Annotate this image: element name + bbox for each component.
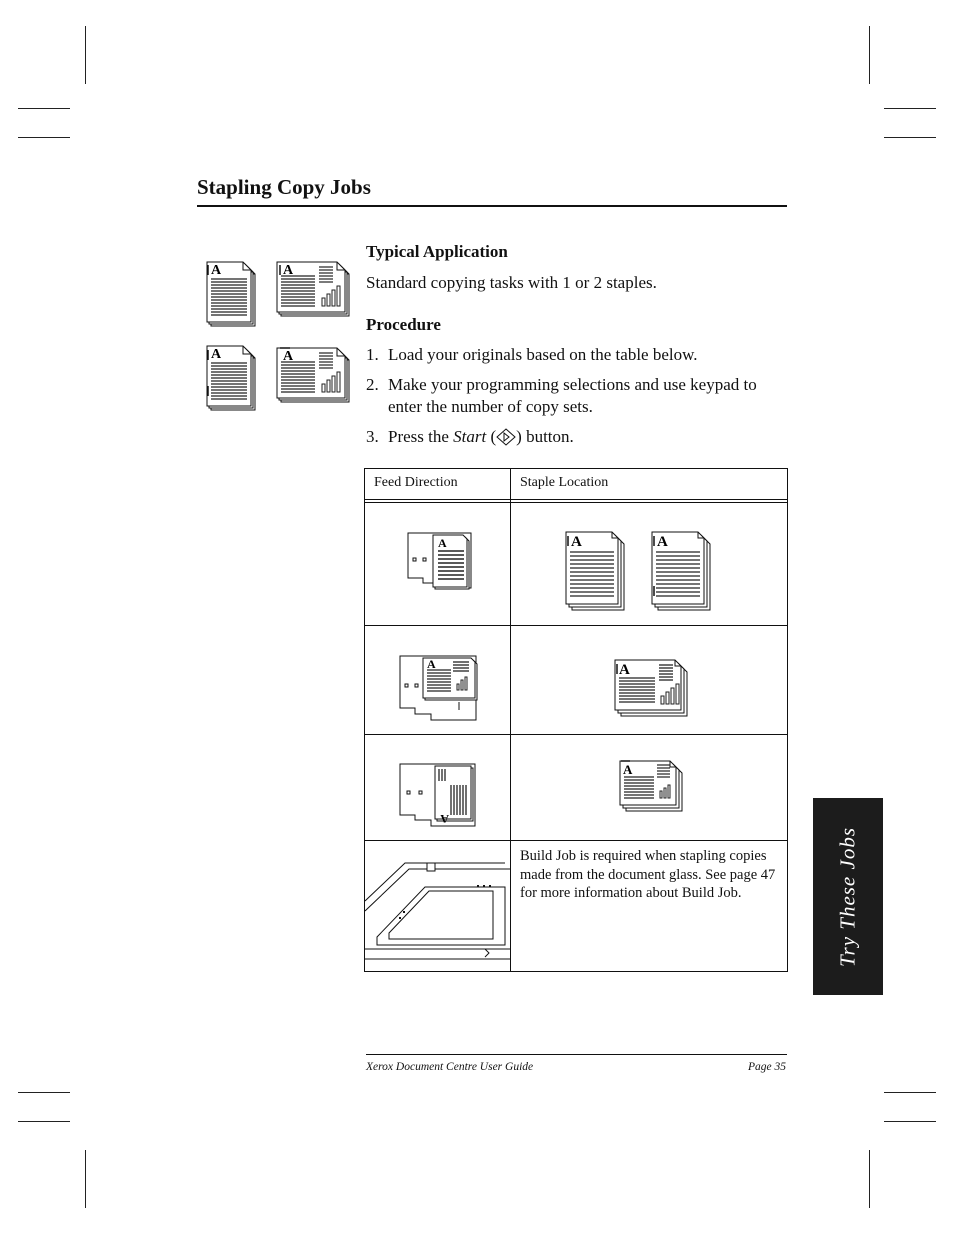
document-glass-illustration	[365, 841, 510, 966]
letter-a-glyph: A	[211, 347, 222, 362]
step-number: 2.	[366, 375, 379, 394]
step-text-after: ) button.	[516, 427, 574, 446]
landscape-feed-diagram	[365, 626, 510, 729]
portrait-staple-result	[511, 503, 787, 620]
procedure-heading: Procedure	[366, 315, 441, 334]
portrait-feed-diagram	[365, 503, 510, 620]
letter-a-glyph: A	[438, 536, 447, 550]
typical-application-heading: Typical Application	[366, 242, 508, 261]
crop-mark	[85, 1150, 86, 1208]
crop-mark	[869, 1150, 870, 1208]
step-text: Make your programming selections and use keypad to enter the number of copy sets.	[388, 375, 757, 416]
rotated-staple-result	[511, 735, 787, 835]
landscape-staple-result	[511, 626, 787, 729]
crop-mark	[884, 137, 936, 138]
staple-location-cell	[511, 503, 788, 626]
procedure-step	[366, 426, 786, 448]
letter-a-glyph: A	[283, 349, 294, 364]
document-glass-cell	[365, 841, 511, 972]
crop-mark	[869, 26, 870, 84]
step-text: Load your originals based on the table below.	[388, 345, 698, 364]
section-tab[interactable]	[813, 798, 883, 995]
column-header-staple-location: Staple Location	[511, 469, 788, 500]
table-row	[365, 841, 788, 972]
section-tab-label: Try These Jobs	[835, 826, 860, 967]
table-row	[365, 626, 788, 735]
crop-mark	[85, 26, 86, 84]
rotated-feed-diagram	[365, 735, 510, 835]
footer-rule	[366, 1054, 787, 1055]
crop-mark	[884, 1121, 936, 1122]
crop-mark	[18, 1092, 70, 1093]
letter-a-glyph: A	[440, 812, 449, 826]
crop-mark	[18, 1121, 70, 1122]
step-text-before: Press the	[388, 427, 454, 446]
table-row	[365, 503, 788, 626]
start-label: Start	[453, 427, 487, 446]
letter-a-glyph: A	[283, 263, 294, 278]
footer-page-number: Page 35	[747, 1061, 786, 1073]
crop-mark	[884, 1092, 936, 1093]
table-row	[365, 735, 788, 841]
start-button-icon	[496, 428, 516, 446]
footer-document-title: Xerox Document Centre User Guide	[366, 1061, 534, 1073]
staple-table	[364, 468, 788, 972]
staple-location-cell	[511, 735, 788, 841]
stapled-documents-illustration	[205, 258, 355, 418]
procedure-steps	[366, 344, 786, 456]
table-header-row	[365, 469, 788, 500]
section-title: Stapling Copy Jobs	[197, 175, 371, 199]
title-rule	[197, 205, 787, 207]
letter-a-glyph: A	[619, 662, 630, 678]
feed-direction-cell	[365, 626, 511, 735]
typical-application-text: Standard copying tasks with 1 or 2 staples.	[366, 273, 657, 292]
procedure-step	[366, 374, 786, 418]
feed-direction-cell	[365, 503, 511, 626]
crop-mark	[884, 108, 936, 109]
staple-location-cell	[511, 626, 788, 735]
letter-a-glyph: A	[623, 762, 633, 777]
letter-a-glyph: A	[211, 263, 222, 278]
letter-a-glyph: A	[657, 534, 668, 550]
step-number: 3.	[366, 427, 379, 446]
feed-direction-cell	[365, 735, 511, 841]
procedure-step	[366, 344, 786, 366]
step-number: 1.	[366, 345, 379, 364]
build-job-note: Build Job is required when stapling copies made from the document glass. See page 47 for more information about Build Job.	[520, 848, 776, 901]
crop-mark	[18, 137, 70, 138]
column-header-feed-direction: Feed Direction	[365, 469, 511, 500]
build-job-note-cell	[511, 841, 788, 972]
crop-mark	[18, 108, 70, 109]
letter-a-glyph: A	[571, 534, 582, 550]
step-paren-open: (	[486, 427, 497, 446]
letter-a-glyph: A	[427, 657, 436, 671]
